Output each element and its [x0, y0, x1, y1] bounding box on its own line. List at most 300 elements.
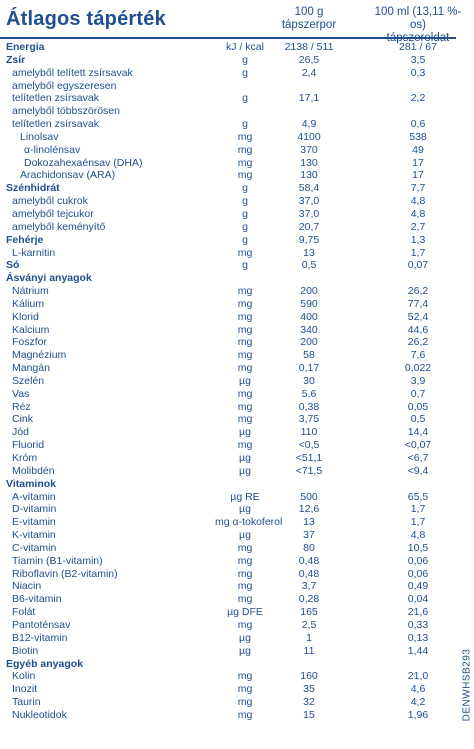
- nutrient-unit: mg: [237, 670, 253, 683]
- value-per-100ml: 10,5: [407, 541, 429, 554]
- nutrient-name: [6, 157, 239, 170]
- nutrient-name: [6, 465, 227, 478]
- table-row: [0, 54, 456, 67]
- table-row: [0, 606, 456, 619]
- value-per-100ml: 0,022: [404, 362, 432, 375]
- table-row: [0, 645, 456, 658]
- value-per-100g: 5,6: [301, 387, 317, 400]
- value-per-100g: <71,5: [295, 464, 323, 477]
- table-row: [0, 324, 456, 337]
- value-per-100ml: 49: [412, 143, 424, 156]
- nutrient-name-line: amelyből keményítő: [12, 220, 106, 233]
- nutrient-unit: g: [242, 92, 248, 105]
- nutrient-unit: mg: [237, 541, 253, 554]
- nutrient-name: [6, 568, 227, 581]
- table-row: [0, 131, 456, 144]
- table-row: [0, 491, 456, 504]
- nutrient-name: [6, 169, 235, 182]
- nutrient-name: [6, 144, 239, 157]
- value-per-100ml: 17: [412, 169, 424, 182]
- nutrient-unit: g: [242, 66, 248, 79]
- value-per-100g: 32: [303, 696, 315, 709]
- nutrient-name: [6, 54, 221, 67]
- value-per-100g: 37,0: [298, 207, 320, 220]
- nutrient-unit: mg: [237, 413, 253, 426]
- value-per-100g: 0,17: [298, 362, 320, 375]
- value-per-100g: 17,1: [298, 92, 320, 105]
- nutrient-name: [6, 221, 227, 234]
- nutrient-unit: mg: [237, 130, 253, 143]
- nutrient-unit: mg: [237, 169, 253, 182]
- value-per-100g: 165: [300, 606, 318, 619]
- value-per-100g: 370: [300, 143, 318, 156]
- value-per-100ml: 0,06: [407, 554, 429, 567]
- nutrient-name: [6, 401, 227, 414]
- nutrient-name-line: Molibdén: [12, 464, 55, 477]
- nutrient-name-line: C-vitamin: [12, 541, 57, 554]
- value-per-100ml: 4,8: [410, 195, 426, 208]
- nutrient-name: [6, 195, 227, 208]
- value-per-100g: 3,7: [301, 580, 317, 593]
- value-per-100g: 9,75: [298, 233, 320, 246]
- value-per-100g: 20,7: [298, 220, 320, 233]
- table-row: [0, 157, 456, 170]
- value-per-100g: 13: [303, 246, 315, 259]
- nutrient-name: [6, 208, 227, 221]
- nutrient-unit: mg: [237, 387, 253, 400]
- nutrient-name: [6, 298, 227, 311]
- value-per-100ml: <0,07: [404, 439, 432, 452]
- table-row: [0, 503, 456, 516]
- nutrient-name-line: Dokozahexaénsav (DHA): [24, 156, 143, 169]
- nutrient-name-line: Kolin: [12, 670, 36, 683]
- nutrient-name-line: Nátrium: [12, 285, 49, 298]
- nutrient-name: [6, 670, 227, 683]
- nutrient-name: [6, 593, 227, 606]
- nutrient-name-line: Energia: [6, 41, 45, 53]
- value-per-100ml: <9,4: [407, 464, 429, 477]
- nutrient-name: [6, 80, 227, 106]
- nutrient-name: [6, 478, 221, 491]
- nutrient-name-line: Kalcium: [12, 323, 50, 336]
- nutrient-name-line: Cink: [12, 413, 34, 426]
- nutrient-name-line: Egyéb anyagok: [6, 657, 84, 670]
- table-row: [0, 529, 456, 542]
- table-row: [0, 619, 456, 632]
- nutrient-name: [6, 580, 227, 593]
- nutrient-unit: mg: [237, 285, 253, 298]
- nutrient-name: [6, 658, 221, 671]
- nutrient-unit: mg: [237, 554, 253, 567]
- table-row: [0, 349, 456, 362]
- nutrient-name: [6, 645, 227, 658]
- value-per-100ml: 65,5: [407, 490, 429, 503]
- nutrient-name-line: Nukleotidok: [12, 708, 67, 721]
- nutrient-name-line: Foszfor: [12, 336, 48, 349]
- table-row: [0, 439, 456, 452]
- table-row: [0, 696, 456, 709]
- nutrient-name-line: Taurin: [12, 696, 41, 709]
- table-row: [0, 182, 456, 195]
- nutrient-unit: mg: [237, 567, 253, 580]
- nutrient-name: [6, 247, 227, 260]
- value-per-100g: 1: [306, 631, 312, 644]
- nutrient-unit: g: [242, 233, 248, 246]
- column-header-line: 100 g: [294, 6, 324, 18]
- nutrient-unit: mg: [237, 683, 253, 696]
- table-row: [0, 247, 456, 260]
- nutrient-name: [6, 606, 227, 619]
- nutrient-name: [6, 131, 235, 144]
- nutrient-name-line: Vitaminok: [6, 477, 56, 490]
- nutrient-name-line: Biotin: [12, 644, 39, 657]
- nutrient-name: [6, 503, 227, 516]
- table-row: [0, 375, 456, 388]
- value-per-100ml: 538: [409, 130, 427, 143]
- nutrient-name-line: E-vitamin: [12, 516, 56, 529]
- table-row: [0, 542, 456, 555]
- value-per-100g: 200: [300, 336, 318, 349]
- value-per-100ml: 7,6: [410, 349, 426, 362]
- value-per-100ml: 26,2: [407, 285, 429, 298]
- value-per-100ml: 4,6: [410, 683, 426, 696]
- table-row: [0, 285, 456, 298]
- nutrient-unit: mg: [237, 349, 253, 362]
- table-row: [0, 568, 456, 581]
- nutrient-name-line: telítetlen zsírsavak: [12, 118, 99, 131]
- nutrient-unit: µg: [239, 426, 251, 439]
- table-row: [0, 388, 456, 401]
- nutrient-name-line: Zsír: [6, 53, 26, 66]
- value-per-100ml: 4,8: [410, 529, 426, 542]
- nutrient-unit: mg: [237, 310, 253, 323]
- value-per-100g: 26,5: [298, 53, 320, 66]
- nutrient-name: [6, 413, 227, 426]
- nutrient-name: [6, 311, 227, 324]
- table-row: [0, 516, 456, 529]
- value-per-100ml: 0,3: [410, 66, 426, 79]
- nutrient-name: [6, 259, 221, 272]
- nutrition-table: [0, 41, 456, 722]
- nutrient-name-line: Fluorid: [12, 439, 45, 452]
- value-per-100g: 37: [303, 529, 315, 542]
- value-per-100g: 0,48: [298, 567, 320, 580]
- value-per-100g: 400: [300, 310, 318, 323]
- value-per-100g: 110: [300, 426, 318, 439]
- table-row: [0, 465, 456, 478]
- nutrient-name-line: Jód: [12, 426, 29, 439]
- nutrient-unit: mg: [237, 400, 253, 413]
- value-per-100g: 13: [303, 516, 315, 529]
- value-per-100ml: 14,4: [407, 426, 429, 439]
- table-row: [0, 426, 456, 439]
- value-per-100ml: 1,7: [410, 246, 426, 259]
- value-per-100g: 500: [300, 490, 318, 503]
- nutrient-unit: mg: [237, 696, 253, 709]
- nutrient-name-line: Linolsav: [20, 130, 59, 143]
- value-per-100g: 200: [300, 285, 318, 298]
- value-per-100g: 0,38: [298, 400, 320, 413]
- nutrient-unit: mg: [237, 297, 253, 310]
- nutrient-name: [6, 324, 227, 337]
- nutrient-name: [6, 105, 227, 131]
- table-row: [0, 362, 456, 375]
- nutrient-name-line: D-vitamin: [12, 503, 57, 516]
- value-per-100ml: 0,7: [410, 387, 426, 400]
- value-per-100ml: 0,13: [407, 631, 429, 644]
- value-per-100ml: 2,7: [410, 220, 426, 233]
- value-per-100ml: 1,96: [407, 708, 429, 721]
- nutrient-name: [6, 182, 221, 195]
- nutrient-name-line: K-vitamin: [12, 529, 56, 542]
- table-row: [0, 336, 456, 349]
- nutrient-unit: µg: [239, 452, 251, 464]
- nutrient-unit: µg: [239, 631, 251, 644]
- nutrient-unit: mg α-tokoferol: [215, 516, 283, 529]
- nutrient-unit: mg: [237, 593, 253, 606]
- value-per-100g: 80: [303, 541, 315, 554]
- nutrient-name: [6, 619, 227, 632]
- nutrient-name-line: Króm: [12, 452, 38, 464]
- nutrient-unit: mg: [237, 439, 253, 452]
- value-per-100ml: 26,2: [407, 336, 429, 349]
- nutrient-name: [6, 683, 227, 696]
- nutrient-name: [6, 234, 221, 247]
- table-row: [0, 709, 456, 722]
- table-row: [0, 413, 456, 426]
- table-row: [0, 580, 456, 593]
- column-header-line: 100 ml (13,11 %-os): [374, 6, 462, 31]
- nutrient-unit: mg: [237, 580, 253, 593]
- value-per-100ml: 4,2: [410, 696, 426, 709]
- nutrient-name: [6, 516, 227, 529]
- header-divider: [0, 37, 456, 39]
- value-per-100ml: 3,9: [410, 374, 426, 387]
- nutrient-unit: mg: [237, 336, 253, 349]
- value-per-100ml: 1,7: [410, 503, 426, 516]
- table-row: [0, 401, 456, 414]
- nutrient-name-line: amelyből többszörösen: [12, 105, 120, 118]
- value-per-100ml: 0,33: [407, 618, 429, 631]
- value-per-100ml: 77,4: [407, 297, 429, 310]
- table-row: [0, 311, 456, 324]
- nutrient-name-line: telítetlen zsírsavak: [12, 92, 99, 105]
- nutrient-name-line: A-vitamin: [12, 490, 56, 503]
- nutrient-unit: g: [242, 53, 248, 66]
- table-row: [0, 298, 456, 311]
- nutrient-name: [6, 375, 227, 388]
- nutrient-name-line: amelyből cukrok: [12, 195, 88, 208]
- value-per-100g: 2,4: [301, 66, 317, 79]
- table-row: [0, 67, 456, 80]
- nutrient-name: [6, 452, 227, 465]
- nutrient-name-line: amelyből telített zsírsavak: [12, 66, 133, 79]
- table-row: [0, 169, 456, 182]
- table-row: [0, 80, 456, 106]
- nutrient-name-line: Mangán: [12, 362, 50, 375]
- nutrient-name: [6, 439, 227, 452]
- value-per-100ml: 3,5: [410, 53, 426, 66]
- value-per-100ml: 0,05: [407, 400, 429, 413]
- nutrient-name-line: Niacin: [12, 580, 42, 593]
- value-per-100ml: 0,6: [410, 118, 426, 131]
- nutrient-name-line: Fehérje: [6, 233, 44, 246]
- nutrient-name: [6, 41, 221, 54]
- table-row: [0, 478, 456, 491]
- nutrient-name: [6, 67, 227, 80]
- table-row: [0, 144, 456, 157]
- table-row: [0, 234, 456, 247]
- value-per-100g: 4100: [297, 130, 321, 143]
- nutrient-name: [6, 388, 227, 401]
- value-per-100ml: 0,04: [407, 593, 429, 606]
- nutrient-unit: µg: [239, 503, 251, 516]
- table-row: [0, 272, 456, 285]
- nutrient-name-line: Só: [6, 259, 20, 272]
- nutrient-unit: kJ / kcal: [226, 41, 264, 53]
- table-row: [0, 105, 456, 131]
- table-row: [0, 683, 456, 696]
- value-per-100ml: 1,3: [410, 233, 426, 246]
- nutrient-unit: µg: [239, 644, 251, 657]
- value-per-100ml: 21,0: [407, 670, 429, 683]
- nutrient-name: [6, 285, 227, 298]
- nutrient-name: [6, 555, 227, 568]
- table-row: [0, 658, 456, 671]
- nutrient-name-line: amelyből egyszeresen: [12, 79, 117, 92]
- value-per-100ml: 21,6: [407, 606, 429, 619]
- value-per-100g: 340: [300, 323, 318, 336]
- product-code-text: DENWHSB293: [461, 648, 473, 722]
- value-per-100g: 35: [303, 683, 315, 696]
- nutrient-unit: µg: [239, 529, 251, 542]
- nutrient-name-line: L-karnitin: [12, 246, 56, 259]
- table-row: [0, 632, 456, 645]
- value-per-100ml: 0,07: [407, 259, 429, 272]
- nutrient-name: [6, 696, 227, 709]
- nutrient-unit: mg: [237, 708, 253, 721]
- nutrient-unit: g: [242, 195, 248, 208]
- column-header-line: tápszerpor: [281, 19, 337, 31]
- table-row: [0, 208, 456, 221]
- nutrient-name-line: Szénhidrát: [6, 182, 60, 195]
- column-header-per-100ml: [368, 6, 468, 45]
- nutrient-unit: mg: [237, 362, 253, 375]
- table-row: [0, 259, 456, 272]
- value-per-100g: 130: [300, 156, 318, 169]
- nutrient-name: [6, 529, 227, 542]
- table-row: [0, 670, 456, 683]
- nutrient-unit: µg DFE: [227, 606, 263, 619]
- nutrient-name-line: α-linolénsav: [24, 143, 81, 156]
- nutrient-name-line: Folát: [12, 606, 36, 619]
- nutrient-name: [6, 491, 227, 504]
- value-per-100g: 0,28: [298, 593, 320, 606]
- nutrient-name: [6, 336, 227, 349]
- value-per-100ml: 0,5: [410, 413, 426, 426]
- value-per-100g: 58: [303, 349, 315, 362]
- nutrient-unit: µg: [239, 374, 251, 387]
- nutrient-name-line: Klorid: [12, 310, 39, 323]
- nutrient-name-line: Vas: [12, 387, 30, 400]
- nutrient-name-line: Arachidonsav (ARA): [20, 169, 116, 182]
- nutrient-name-line: Riboflavin (B2-vitamin): [12, 567, 118, 580]
- nutrient-unit: mg: [237, 618, 253, 631]
- table-row: [0, 41, 456, 54]
- value-per-100ml: 4,8: [410, 207, 426, 220]
- nutrient-name-line: Tiamin (B1-vitamin): [12, 554, 103, 567]
- nutrient-name-line: Magnézium: [12, 349, 67, 362]
- value-per-100ml: 7,7: [410, 182, 426, 195]
- value-per-100g: <51,1: [295, 452, 323, 464]
- value-per-100g: 30: [303, 374, 315, 387]
- value-per-100g: 590: [300, 297, 318, 310]
- page-title: Átlagos tápérték: [6, 8, 166, 30]
- nutrient-name: [6, 542, 227, 555]
- value-per-100ml: 1,7: [410, 516, 426, 529]
- table-row: [0, 593, 456, 606]
- value-per-100ml: <6,7: [407, 452, 429, 464]
- nutrient-name-line: Pantoténsav: [12, 618, 71, 631]
- table-row: [0, 221, 456, 234]
- nutrient-name-line: B12-vitamin: [12, 631, 68, 644]
- value-per-100ml: 281 / 67: [399, 41, 437, 53]
- nutrient-name: [6, 362, 227, 375]
- value-per-100g: 11: [303, 644, 315, 657]
- nutrient-unit: g: [242, 207, 248, 220]
- value-per-100g: 4,9: [301, 118, 317, 131]
- nutrient-unit: g: [242, 182, 248, 195]
- nutrient-name: [6, 272, 221, 285]
- value-per-100g: <0,5: [298, 439, 320, 452]
- nutrient-unit: mg: [237, 156, 253, 169]
- value-per-100ml: 2,2: [410, 92, 426, 105]
- value-per-100g: 0,5: [301, 259, 317, 272]
- nutrient-unit: mg: [237, 143, 253, 156]
- nutrient-name-line: Ásványi anyagok: [6, 272, 92, 285]
- value-per-100g: 37,0: [298, 195, 320, 208]
- nutrient-name: [6, 632, 227, 645]
- value-per-100g: 130: [300, 169, 318, 182]
- value-per-100g: 0,48: [298, 554, 320, 567]
- nutrient-name-line: Inozit: [12, 683, 38, 696]
- nutrient-name-line: Réz: [12, 400, 31, 413]
- nutrient-unit: µg RE: [230, 490, 260, 503]
- value-per-100g: 2,5: [301, 618, 317, 631]
- nutrient-unit: mg: [237, 246, 253, 259]
- nutrient-unit: g: [242, 259, 248, 272]
- nutrient-name-line: B6-vitamin: [12, 593, 62, 606]
- nutrient-name: [6, 426, 227, 439]
- value-per-100ml: 0,49: [407, 580, 429, 593]
- value-per-100g: 160: [300, 670, 318, 683]
- value-per-100ml: 44,6: [407, 323, 429, 336]
- nutrient-unit: g: [242, 220, 248, 233]
- nutrient-name: [6, 349, 227, 362]
- value-per-100g: 15: [303, 708, 315, 721]
- value-per-100g: 12,6: [298, 503, 320, 516]
- nutrient-name-line: amelyből tejcukor: [12, 207, 94, 220]
- product-code: [460, 630, 474, 740]
- table-row: [0, 555, 456, 568]
- nutrient-unit: g: [242, 118, 248, 131]
- table-row: [0, 195, 456, 208]
- value-per-100g: 3,75: [298, 413, 320, 426]
- value-per-100ml: 0,06: [407, 567, 429, 580]
- nutrient-name-line: Kálium: [12, 297, 45, 310]
- value-per-100ml: 17: [412, 156, 424, 169]
- column-header-per-100g: [274, 6, 344, 32]
